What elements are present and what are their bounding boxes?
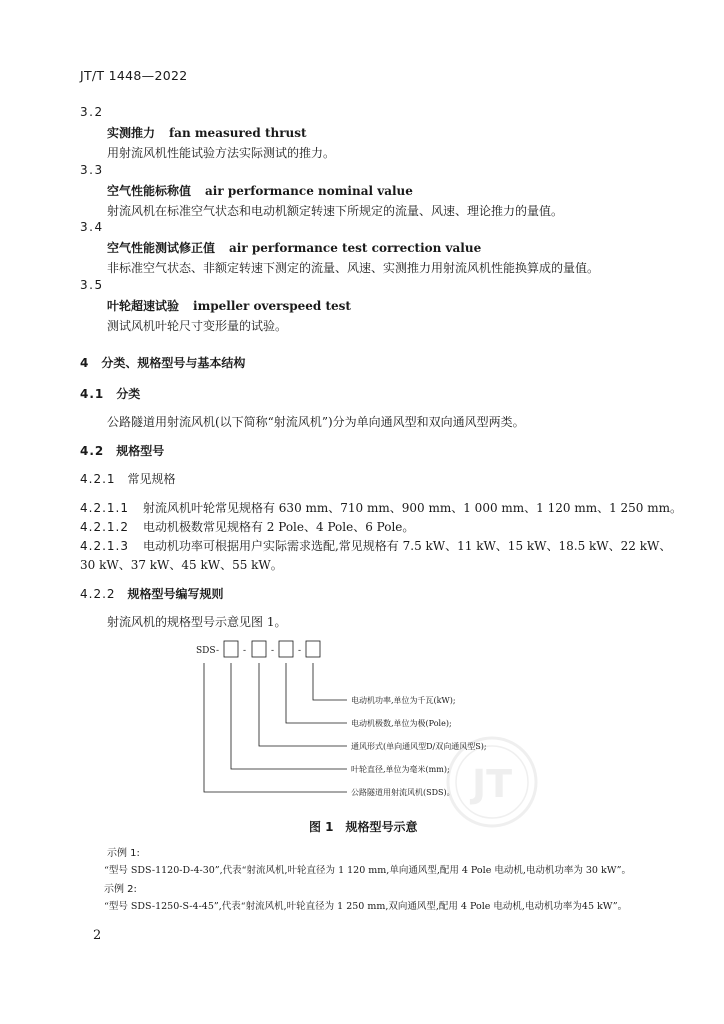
term-title-zh: 实测推力 bbox=[107, 126, 156, 140]
watermark-text: JT bbox=[471, 762, 513, 806]
jt-watermark bbox=[448, 738, 536, 826]
term-title-zh: 空气性能测试修正值 bbox=[107, 241, 216, 255]
leader-line-power bbox=[313, 663, 347, 700]
section-heading: 4 分类、规格型号与基本结构 bbox=[80, 356, 246, 370]
dash-separator: - bbox=[271, 646, 275, 656]
label-poles: 电动机极数,单位为极(Pole); bbox=[351, 719, 452, 728]
term-title-en: air performance test correction value bbox=[229, 241, 482, 255]
term-title-zh: 空气性能标称值 bbox=[107, 184, 192, 198]
term-number: 3.4 bbox=[80, 220, 104, 234]
page-number: 2 bbox=[93, 928, 102, 943]
dash-separator: - bbox=[243, 646, 247, 656]
term-title-en: air performance nominal value bbox=[205, 184, 413, 198]
example-label: 示例 2: bbox=[104, 884, 137, 895]
sds-prefix: SDS bbox=[196, 646, 216, 656]
code-box-poles bbox=[279, 641, 293, 657]
code-box-ventilation bbox=[252, 641, 266, 657]
term-definition: 测试风机叶轮尺寸变形量的试验。 bbox=[107, 319, 288, 333]
term-definition: 非标准空气状态、非额定转速下测定的流量、风速、实测推力用射流风机性能换算成的量值。 bbox=[107, 261, 600, 275]
clause: 4.2.1.2 电动机极数常见规格有 2 Pole、4 Pole、6 Pole。 bbox=[80, 520, 415, 534]
leader-line-poles bbox=[286, 663, 347, 723]
term-title-en: impeller overspeed test bbox=[193, 299, 351, 313]
term-definition: 用射流风机性能试验方法实际测试的推力。 bbox=[107, 146, 336, 160]
subsection-heading: 4.2 规格型号 bbox=[80, 444, 165, 458]
leader-line-sds bbox=[204, 663, 347, 792]
leader-line-ventilation bbox=[259, 663, 347, 746]
term-number: 3.5 bbox=[80, 278, 104, 292]
standard-code-header: JT/T 1448—2022 bbox=[80, 68, 188, 83]
term-number: 3.2 bbox=[80, 105, 104, 119]
subsection-heading: 4.1 分类 bbox=[80, 387, 141, 401]
paragraph: 公路隧道用射流风机(以下简称“射流风机”)分为单向通风型和双向通风型两类。 bbox=[107, 415, 525, 429]
clause: 4.2.1.1 射流风机叶轮常见规格有 630 mm、710 mm、900 mm、1 000 mm、1 120 mm、1 250 mm。 bbox=[80, 501, 683, 515]
subsection-heading: 4.2.1 常见规格 bbox=[80, 472, 176, 486]
dash-separator: - bbox=[298, 646, 302, 656]
term-number: 3.3 bbox=[80, 163, 104, 177]
example-text: “型号 SDS-1120-D-4-30”,代表“射流风机,叶轮直径为 1 120 mm,单向通风型,配用 4 Pole 电动机,电动机功率为 30 kW”。 bbox=[104, 865, 632, 876]
paragraph: 射流风机的规格型号示意见图 1。 bbox=[107, 615, 287, 629]
clause: 4.2.1.3 电动机功率可根据用户实际需求选配,常见规格有 7.5 kW、11 kW、15 kW、18.5 kW、22 kW、 bbox=[80, 539, 672, 553]
clause-continuation: 30 kW、37 kW、45 kW、55 kW。 bbox=[80, 558, 283, 572]
code-box-diameter bbox=[224, 641, 238, 657]
term-definition: 射流风机在标准空气状态和电动机额定转速下所规定的流量、风速、理论推力的量值。 bbox=[107, 204, 564, 218]
label-diameter: 叶轮直径,单位为毫米(mm); bbox=[351, 765, 450, 774]
example-label: 示例 1: bbox=[107, 848, 140, 859]
example-text: “型号 SDS-1250-S-4-45”,代表“射流风机,叶轮直径为 1 250 mm,双向通风型,配用 4 Pole 电动机,电动机功率为45 kW”。 bbox=[104, 901, 628, 912]
label-sds: 公路隧道用射流风机(SDS)。 bbox=[351, 788, 455, 797]
term-title-en: fan measured thrust bbox=[169, 126, 307, 140]
subsection-heading: 4.2.2 规格型号编写规则 bbox=[80, 587, 224, 601]
leader-line-diameter bbox=[231, 663, 347, 769]
code-box-power bbox=[306, 641, 320, 657]
term-title-zh: 叶轮超速试验 bbox=[107, 299, 180, 313]
figure-caption: 图 1 规格型号示意 bbox=[309, 820, 418, 834]
label-ventilation: 通风形式(单向通风型D/双向通风型S); bbox=[351, 742, 487, 751]
label-power: 电动机功率,单位为千瓦(kW); bbox=[351, 696, 456, 705]
dash-separator: - bbox=[216, 646, 220, 656]
